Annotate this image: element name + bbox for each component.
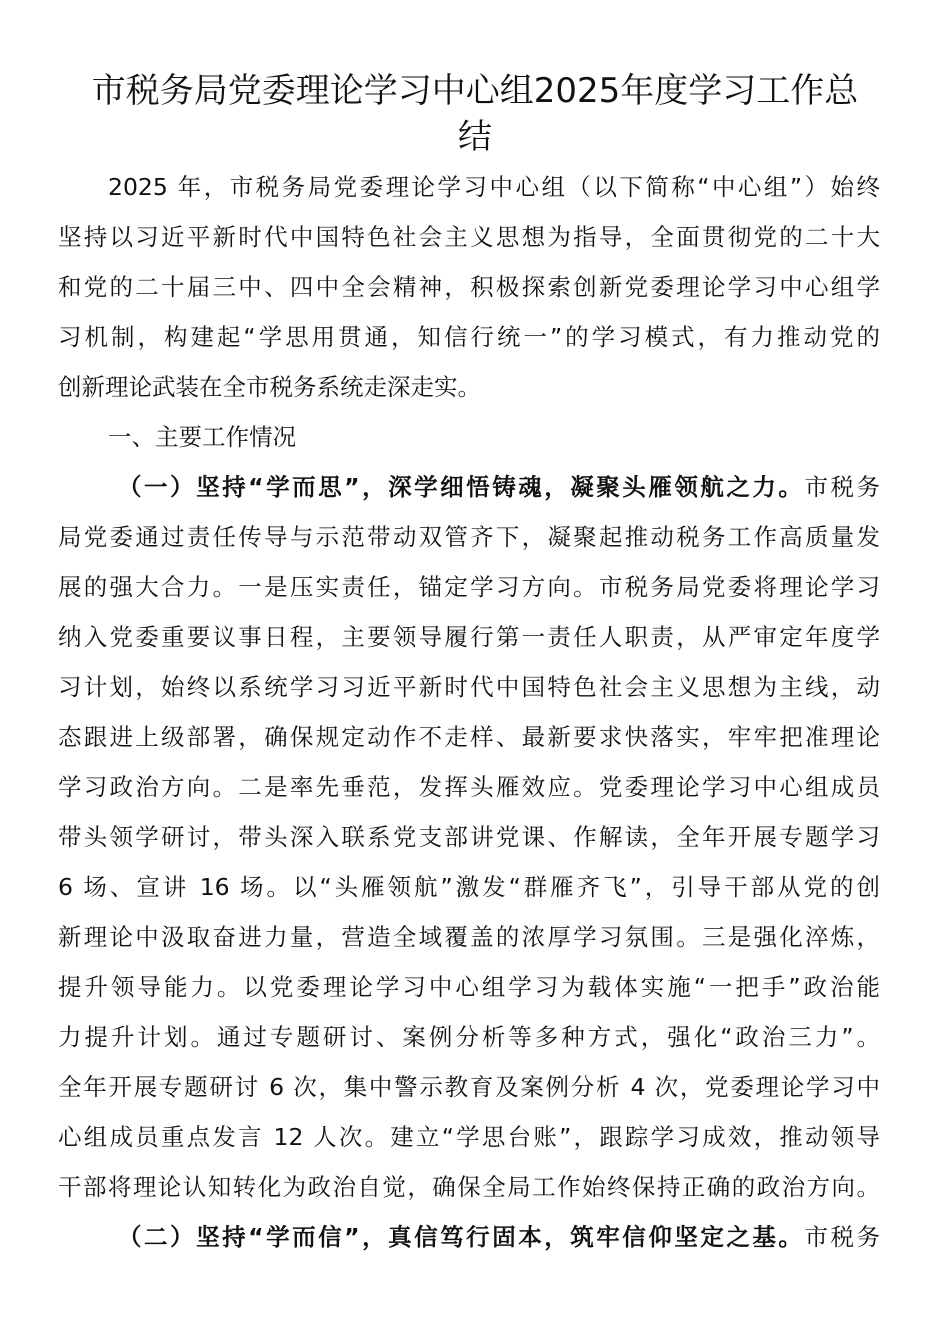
document-body — [58, 162, 880, 1262]
paragraph-line: 带头领学研讨，带头深入联系党支部讲党课、作解读，全年开展专题学习 — [58, 823, 880, 851]
paragraph-line: 展的强大合力。一是压实责任，锚定学习方向。市税务局党委将理论学习 — [58, 573, 880, 601]
paragraph-line: 6 场、宣讲 16 场。以“头雁领航”激发“群雁齐飞”，引导干部从党的创 — [58, 873, 880, 901]
section-heading: 一、主要工作情况 — [108, 423, 296, 451]
document-title: 市税务局党委理论学习中心组2025年度学习工作总 — [91, 71, 859, 111]
paragraph-line: 提升领导能力。以党委理论学习中心组学习为载体实施“一把手”政治能 — [58, 973, 880, 1001]
paragraph-line: 学习政治方向。二是率先垂范，发挥头雁效应。党委理论学习中心组成员 — [58, 773, 880, 801]
subsection-heading: （二）坚持“学而信”，真信笃行固本，筑牢信仰坚定之基。 — [118, 1223, 805, 1251]
paragraph-line: 局党委通过责任传导与示范带动双管齐下，凝聚起推动税务工作高质量发 — [58, 523, 880, 551]
intro-line: 习机制，构建起“学思用贯通，知信行统一”的学习模式，有力推动党的 — [58, 323, 880, 351]
paragraph-text: 市税务 — [804, 473, 881, 501]
paragraph-line: 习计划，始终以系统学习习近平新时代中国特色社会主义思想为主线，动 — [58, 673, 880, 701]
intro-line: 坚持以习近平新时代中国特色社会主义思想为指导，全面贯彻党的二十大 — [58, 223, 880, 251]
document-title-continued: 结 — [458, 117, 492, 157]
paragraph-line: 干部将理论认知转化为政治自觉，确保全局工作始终保持正确的政治方向。 — [58, 1173, 880, 1201]
subsection-heading: （一）坚持“学而思”，深学细悟铸魂，凝聚头雁领航之力。 — [118, 473, 805, 501]
paragraph-line: 力提升计划。通过专题研讨、案例分析等多种方式，强化“政治三力”。 — [58, 1023, 880, 1051]
intro-line: 和党的二十届三中、四中全会精神，积极探索创新党委理论学习中心组学 — [58, 273, 880, 301]
paragraph-line: 全年开展专题研讨 6 次，集中警示教育及案例分析 4 次，党委理论学习中 — [58, 1073, 880, 1101]
subsection-heading-line — [58, 462, 880, 512]
intro-line: 创新理论武装在全市税务系统走深走实。 — [58, 373, 481, 401]
paragraph-line: 心组成员重点发言 12 人次。建立“学思台账”，跟踪学习成效，推动领导 — [58, 1123, 880, 1151]
intro-line: 2025 年，市税务局党委理论学习中心组（以下简称“中心组”）始终 — [108, 173, 880, 201]
paragraph-line: 新理论中汲取奋进力量，营造全域覆盖的浓厚学习氛围。三是强化淬炼， — [58, 923, 880, 951]
paragraph-line: 纳入党委重要议事日程，主要领导履行第一责任人职责，从严审定年度学 — [58, 623, 880, 651]
subsection-heading-line — [58, 1212, 880, 1262]
paragraph-text: 市税务 — [804, 1223, 881, 1251]
paragraph-line: 态跟进上级部署，确保规定动作不走样、最新要求快落实，牢牢把准理论 — [58, 723, 880, 751]
